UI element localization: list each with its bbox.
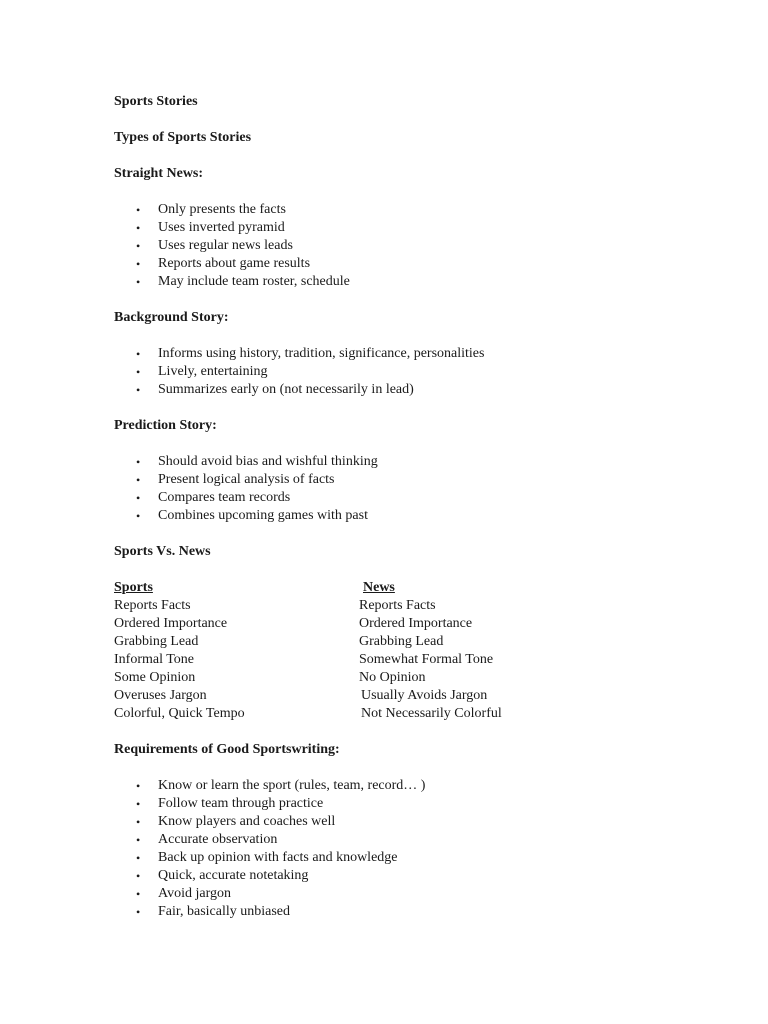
list-item: • May include team roster, schedule — [136, 274, 350, 289]
sports-cell: Colorful, Quick Tempo — [114, 706, 245, 721]
list-item: • Uses regular news leads — [136, 238, 293, 253]
list-item: • Accurate observation — [136, 832, 278, 847]
list-item: • Reports about game results — [136, 256, 311, 271]
table-row — [114, 633, 534, 651]
list-item: • Fair, basically unbiased — [136, 904, 291, 919]
list-item: • Compares team records — [136, 490, 291, 505]
sports-cell: Some Opinion — [114, 670, 196, 685]
news-cell: No Opinion — [359, 670, 426, 685]
bullet-icon: • — [136, 257, 141, 271]
list-item: • Lively, entertaining — [136, 364, 268, 379]
news-cell: Reports Facts — [359, 598, 436, 613]
bullet-icon: • — [136, 275, 141, 289]
requirements-list — [114, 777, 425, 921]
column-header-sports: Sports — [114, 580, 153, 595]
bullet-icon: • — [136, 815, 141, 829]
sports-cell: Ordered Importance — [114, 616, 228, 631]
bullet-icon: • — [136, 347, 141, 361]
news-cell: Ordered Importance — [359, 616, 473, 631]
straight-news-heading: Straight News: — [114, 166, 204, 181]
sports-cell: Overuses Jargon — [114, 688, 207, 703]
list-item: • Quick, accurate notetaking — [136, 868, 309, 883]
sports-cell: Informal Tone — [114, 652, 195, 667]
bullet-icon: • — [136, 239, 141, 253]
bullet-icon: • — [136, 797, 141, 811]
list-item: • Should avoid bias and wishful thinking — [136, 454, 378, 469]
table-row — [114, 615, 534, 633]
list-item: • Summarizes early on (not necessarily in lead) — [136, 382, 414, 397]
background-story-list — [114, 345, 484, 399]
document-title: Sports Stories — [114, 94, 198, 109]
table-header-row — [114, 579, 534, 597]
list-item: • Only presents the facts — [136, 202, 286, 217]
table-row — [114, 705, 534, 723]
requirements-heading: Requirements of Good Sportswriting: — [114, 742, 340, 757]
bullet-icon: • — [136, 779, 141, 793]
list-item: • Informs using history, tradition, significance, personalities — [136, 346, 485, 361]
bullet-icon: • — [136, 833, 141, 847]
bullet-icon: • — [136, 455, 141, 469]
news-cell: Usually Avoids Jargon — [361, 688, 488, 703]
bullet-icon: • — [136, 473, 141, 487]
table-row — [114, 651, 534, 669]
bullet-icon: • — [136, 491, 141, 505]
bullet-icon: • — [136, 203, 141, 217]
bullet-icon: • — [136, 221, 141, 235]
list-item: • Know players and coaches well — [136, 814, 336, 829]
sports-cell: Reports Facts — [114, 598, 191, 613]
list-item: • Present logical analysis of facts — [136, 472, 335, 487]
background-story-heading: Background Story: — [114, 310, 229, 325]
bullet-icon: • — [136, 365, 141, 379]
bullet-icon: • — [136, 887, 141, 901]
bullet-icon: • — [136, 383, 141, 397]
types-heading: Types of Sports Stories — [114, 130, 252, 145]
bullet-icon: • — [136, 869, 141, 883]
list-item: • Back up opinion with facts and knowledge — [136, 850, 398, 865]
news-cell: Not Necessarily Colorful — [361, 706, 502, 721]
list-item: • Follow team through practice — [136, 796, 324, 811]
news-cell: Grabbing Lead — [359, 634, 444, 649]
list-item: • Know or learn the sport (rules, team, record… ) — [136, 778, 426, 793]
prediction-story-list — [114, 453, 378, 525]
bullet-icon: • — [136, 851, 141, 865]
list-item: • Uses inverted pyramid — [136, 220, 285, 235]
sports-cell: Grabbing Lead — [114, 634, 199, 649]
bullet-icon: • — [136, 509, 141, 523]
column-header-news: News — [363, 580, 395, 595]
list-item: • Combines upcoming games with past — [136, 508, 368, 523]
straight-news-list — [114, 201, 350, 291]
sports-vs-news-heading: Sports Vs. News — [114, 544, 211, 559]
bullet-icon: • — [136, 905, 141, 919]
news-cell: Somewhat Formal Tone — [359, 652, 494, 667]
prediction-story-heading: Prediction Story: — [114, 418, 217, 433]
sports-vs-news-table — [114, 579, 534, 723]
table-row — [114, 597, 534, 615]
table-row — [114, 687, 534, 705]
list-item: • Avoid jargon — [136, 886, 231, 901]
table-row — [114, 669, 534, 687]
